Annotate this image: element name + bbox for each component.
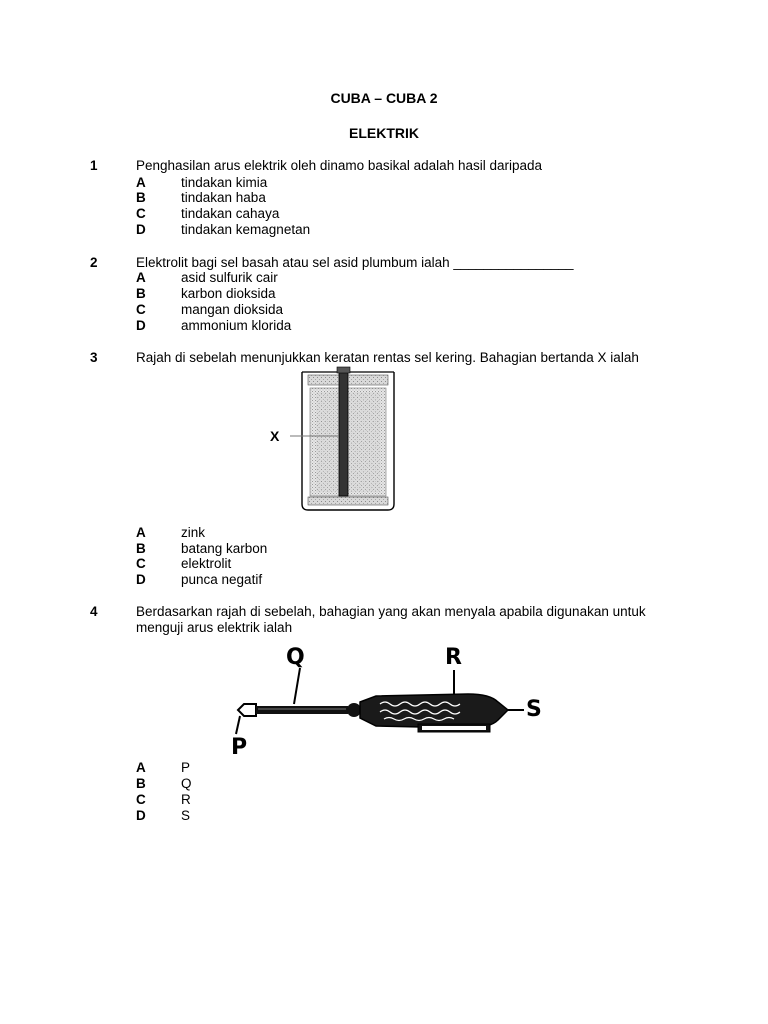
option-letter: C <box>136 792 146 807</box>
option-letter: B <box>136 776 146 791</box>
question-text: Elektrolit bagi sel basah atau sel asid plumbum ialah ________________ <box>136 255 574 270</box>
figure-label-q: Q <box>286 645 305 670</box>
option-text: P <box>181 760 191 775</box>
dry-cell-diagram <box>288 364 408 514</box>
question-text-line2: menguji arus elektrik ialah <box>136 620 293 635</box>
carbon-rod <box>339 369 348 496</box>
option-text: ammonium klorida <box>181 318 292 333</box>
figure-label-s: S <box>526 697 542 722</box>
figure-label-p: P <box>231 735 248 760</box>
tip-p <box>238 704 256 716</box>
option-letter: A <box>136 175 146 190</box>
option-text: R <box>181 792 191 807</box>
option-letter: B <box>136 286 146 301</box>
option-letter: B <box>136 190 146 205</box>
document-subtitle: ELEKTRIK <box>349 125 419 141</box>
option-text: batang karbon <box>181 541 268 556</box>
figure-label-r: R <box>445 645 462 670</box>
option-text: tindakan haba <box>181 190 266 205</box>
option-letter: C <box>136 556 146 571</box>
option-letter: A <box>136 270 146 285</box>
option-letter: D <box>136 808 146 823</box>
test-pen-diagram <box>228 648 548 758</box>
option-text: elektrolit <box>181 556 232 571</box>
option-text: karbon dioksida <box>181 286 276 301</box>
label-q-pointer <box>294 668 300 704</box>
option-text: punca negatif <box>181 572 263 587</box>
option-letter: D <box>136 222 146 237</box>
option-text: mangan dioksida <box>181 302 284 317</box>
option-text: tindakan kemagnetan <box>181 222 311 237</box>
option-text: S <box>181 808 191 823</box>
question-text-line1: Berdasarkan rajah di sebelah, bahagian yang akan menyala apabila digunakan untuk <box>136 604 646 619</box>
shaft-q <box>256 706 348 714</box>
option-letter: A <box>136 525 146 540</box>
question-number: 3 <box>90 350 98 365</box>
question-text: Rajah di sebelah menunjukkan keratan rentas sel kering. Bahagian bertanda X ialah <box>136 350 639 365</box>
question-number: 1 <box>90 158 98 173</box>
question-text: Penghasilan arus elektrik oleh dinamo basikal adalah hasil daripada <box>136 158 543 173</box>
option-letter: D <box>136 318 146 333</box>
option-letter: D <box>136 572 146 587</box>
option-text: tindakan kimia <box>181 175 268 190</box>
option-letter: A <box>136 760 146 775</box>
option-letter: C <box>136 302 146 317</box>
document-title: CUBA – CUBA 2 <box>330 90 438 106</box>
question-number: 2 <box>90 255 98 270</box>
option-letter: C <box>136 206 146 221</box>
option-text: asid sulfurik cair <box>181 270 278 285</box>
question-number: 4 <box>90 604 98 619</box>
option-text: Q <box>181 776 192 791</box>
bottom-seal <box>308 497 388 505</box>
option-letter: B <box>136 541 146 556</box>
option-text: tindakan cahaya <box>181 206 280 221</box>
figure-label-x: X <box>270 428 280 444</box>
option-text: zink <box>181 525 206 540</box>
